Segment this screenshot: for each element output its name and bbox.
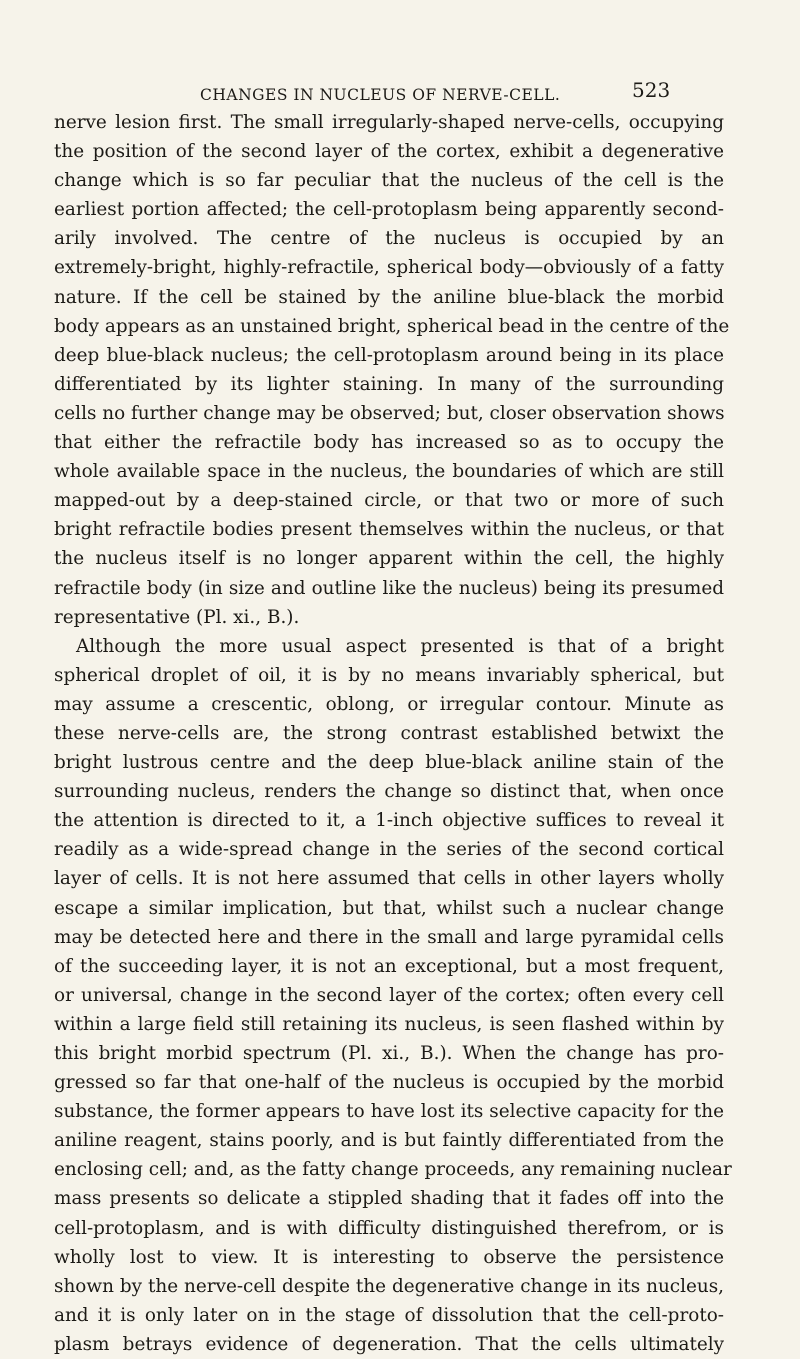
text-line: cell-protoplasm, and is with difficulty distinguished therefrom, or is (54, 1217, 724, 1239)
text-line: spherical droplet of oil, it is by no means invariably spherical, but (54, 664, 724, 686)
text-line: this bright morbid spectrum (Pl. xi., B.). When the change has pro- (54, 1043, 724, 1064)
text-line: layer of cells. It is not here assumed that cells in other layers wholly (54, 868, 724, 890)
text-line: bright lustrous centre and the deep blue-black aniline stain of the (54, 752, 724, 774)
text-line: surrounding nucleus, renders the change so distinct that, when once (54, 781, 724, 803)
text-line: earliest portion affected; the cell-protoplasm being apparently second- (54, 199, 724, 221)
text-line: extremely-bright, highly-refractile, spherical body—obviously of a fatty (54, 257, 724, 279)
text-line: and it is only later on in the stage of dissolution that the cell-proto- (54, 1304, 724, 1326)
text-line: or universal, change in the second layer of the cortex; often every cell (54, 984, 724, 1006)
text-line: the nucleus itself is no longer apparent within the cell, the highly (54, 548, 724, 570)
text-line: gressed so far that one-half of the nucleus is occupied by the morbid (54, 1072, 724, 1094)
page-number: 523 (632, 78, 671, 102)
text-line: shown by the nerve-cell despite the degenerative change in its nucleus, (54, 1275, 724, 1297)
text-line: whole available space in the nucleus, the boundaries of which are still (54, 461, 724, 483)
text-line: escape a similar implication, but that, whilst such a nuclear change (54, 897, 724, 919)
text-line: mapped-out by a deep-stained circle, or that two or more of such (54, 490, 724, 512)
body-text (54, 108, 732, 1359)
text-line: the attention is directed to it, a 1-inch objective suffices to reveal it (54, 810, 724, 832)
text-line: enclosing cell; and, as the fatty change proceeds, any remaining nuclear (54, 1159, 732, 1181)
text-line: wholly lost to view. It is interesting to observe the persistence (54, 1246, 724, 1268)
text-line: deep blue-black nucleus; the cell-protoplasm around being in its place (54, 344, 724, 366)
text-line: body appears as an unstained bright, spherical bead in the centre of the (54, 315, 730, 337)
text-line: arily involved. The centre of the nucleus is occupied by an (54, 228, 724, 250)
text-line: these nerve-cells are, the strong contrast established betwixt the (54, 722, 724, 744)
text-line: within a large field still retaining its nucleus, is seen flashed within by (54, 1013, 724, 1035)
text-line: nature. If the cell be stained by the aniline blue-black the morbid (54, 286, 724, 308)
text-line: refractile body (in size and outline like the nucleus) being its presumed (54, 577, 724, 599)
text-line: that either the refractile body has increased so as to occupy the (54, 432, 724, 454)
text-line: plasm betrays evidence of degeneration. That the cells ultimately (54, 1333, 724, 1355)
text-line: may assume a crescentic, oblong, or irregular contour. Minute as (54, 693, 724, 715)
text-line: of the succeeding layer, it is not an exceptional, but a most frequent, (54, 955, 724, 977)
text-line: change which is so far peculiar that the nucleus of the cell is the (54, 170, 724, 192)
text-line: readily as a wide-spread change in the series of the second cortical (54, 839, 724, 861)
text-line: bright refractile bodies present themselves within the nucleus, or that (54, 519, 724, 541)
text-line: may be detected here and there in the small and large pyramidal cells (54, 926, 724, 948)
text-line: mass presents so delicate a stippled shading that it fades off into the (54, 1188, 724, 1210)
text-line: representative (Pl. xi., B.). (54, 606, 300, 628)
text-line: substance, the former appears to have lost its selective capacity for the (54, 1101, 724, 1123)
text-line: the position of the second layer of the cortex, exhibit a degenerative (54, 141, 724, 163)
text-line: cells no further change may be observed; but, closer observation shows (54, 402, 725, 424)
text-line: nerve lesion first. The small irregularly-shaped nerve-cells, occupying (54, 112, 724, 133)
running-title: CHANGES IN NUCLEUS OF NERVE-CELL. (200, 86, 561, 104)
text-line: aniline reagent, stains poorly, and is but faintly differentiated from the (54, 1130, 724, 1152)
text-line: Although the more usual aspect presented is that of a bright (76, 635, 724, 657)
text-line: differentiated by its lighter staining. In many of the surrounding (54, 373, 724, 395)
